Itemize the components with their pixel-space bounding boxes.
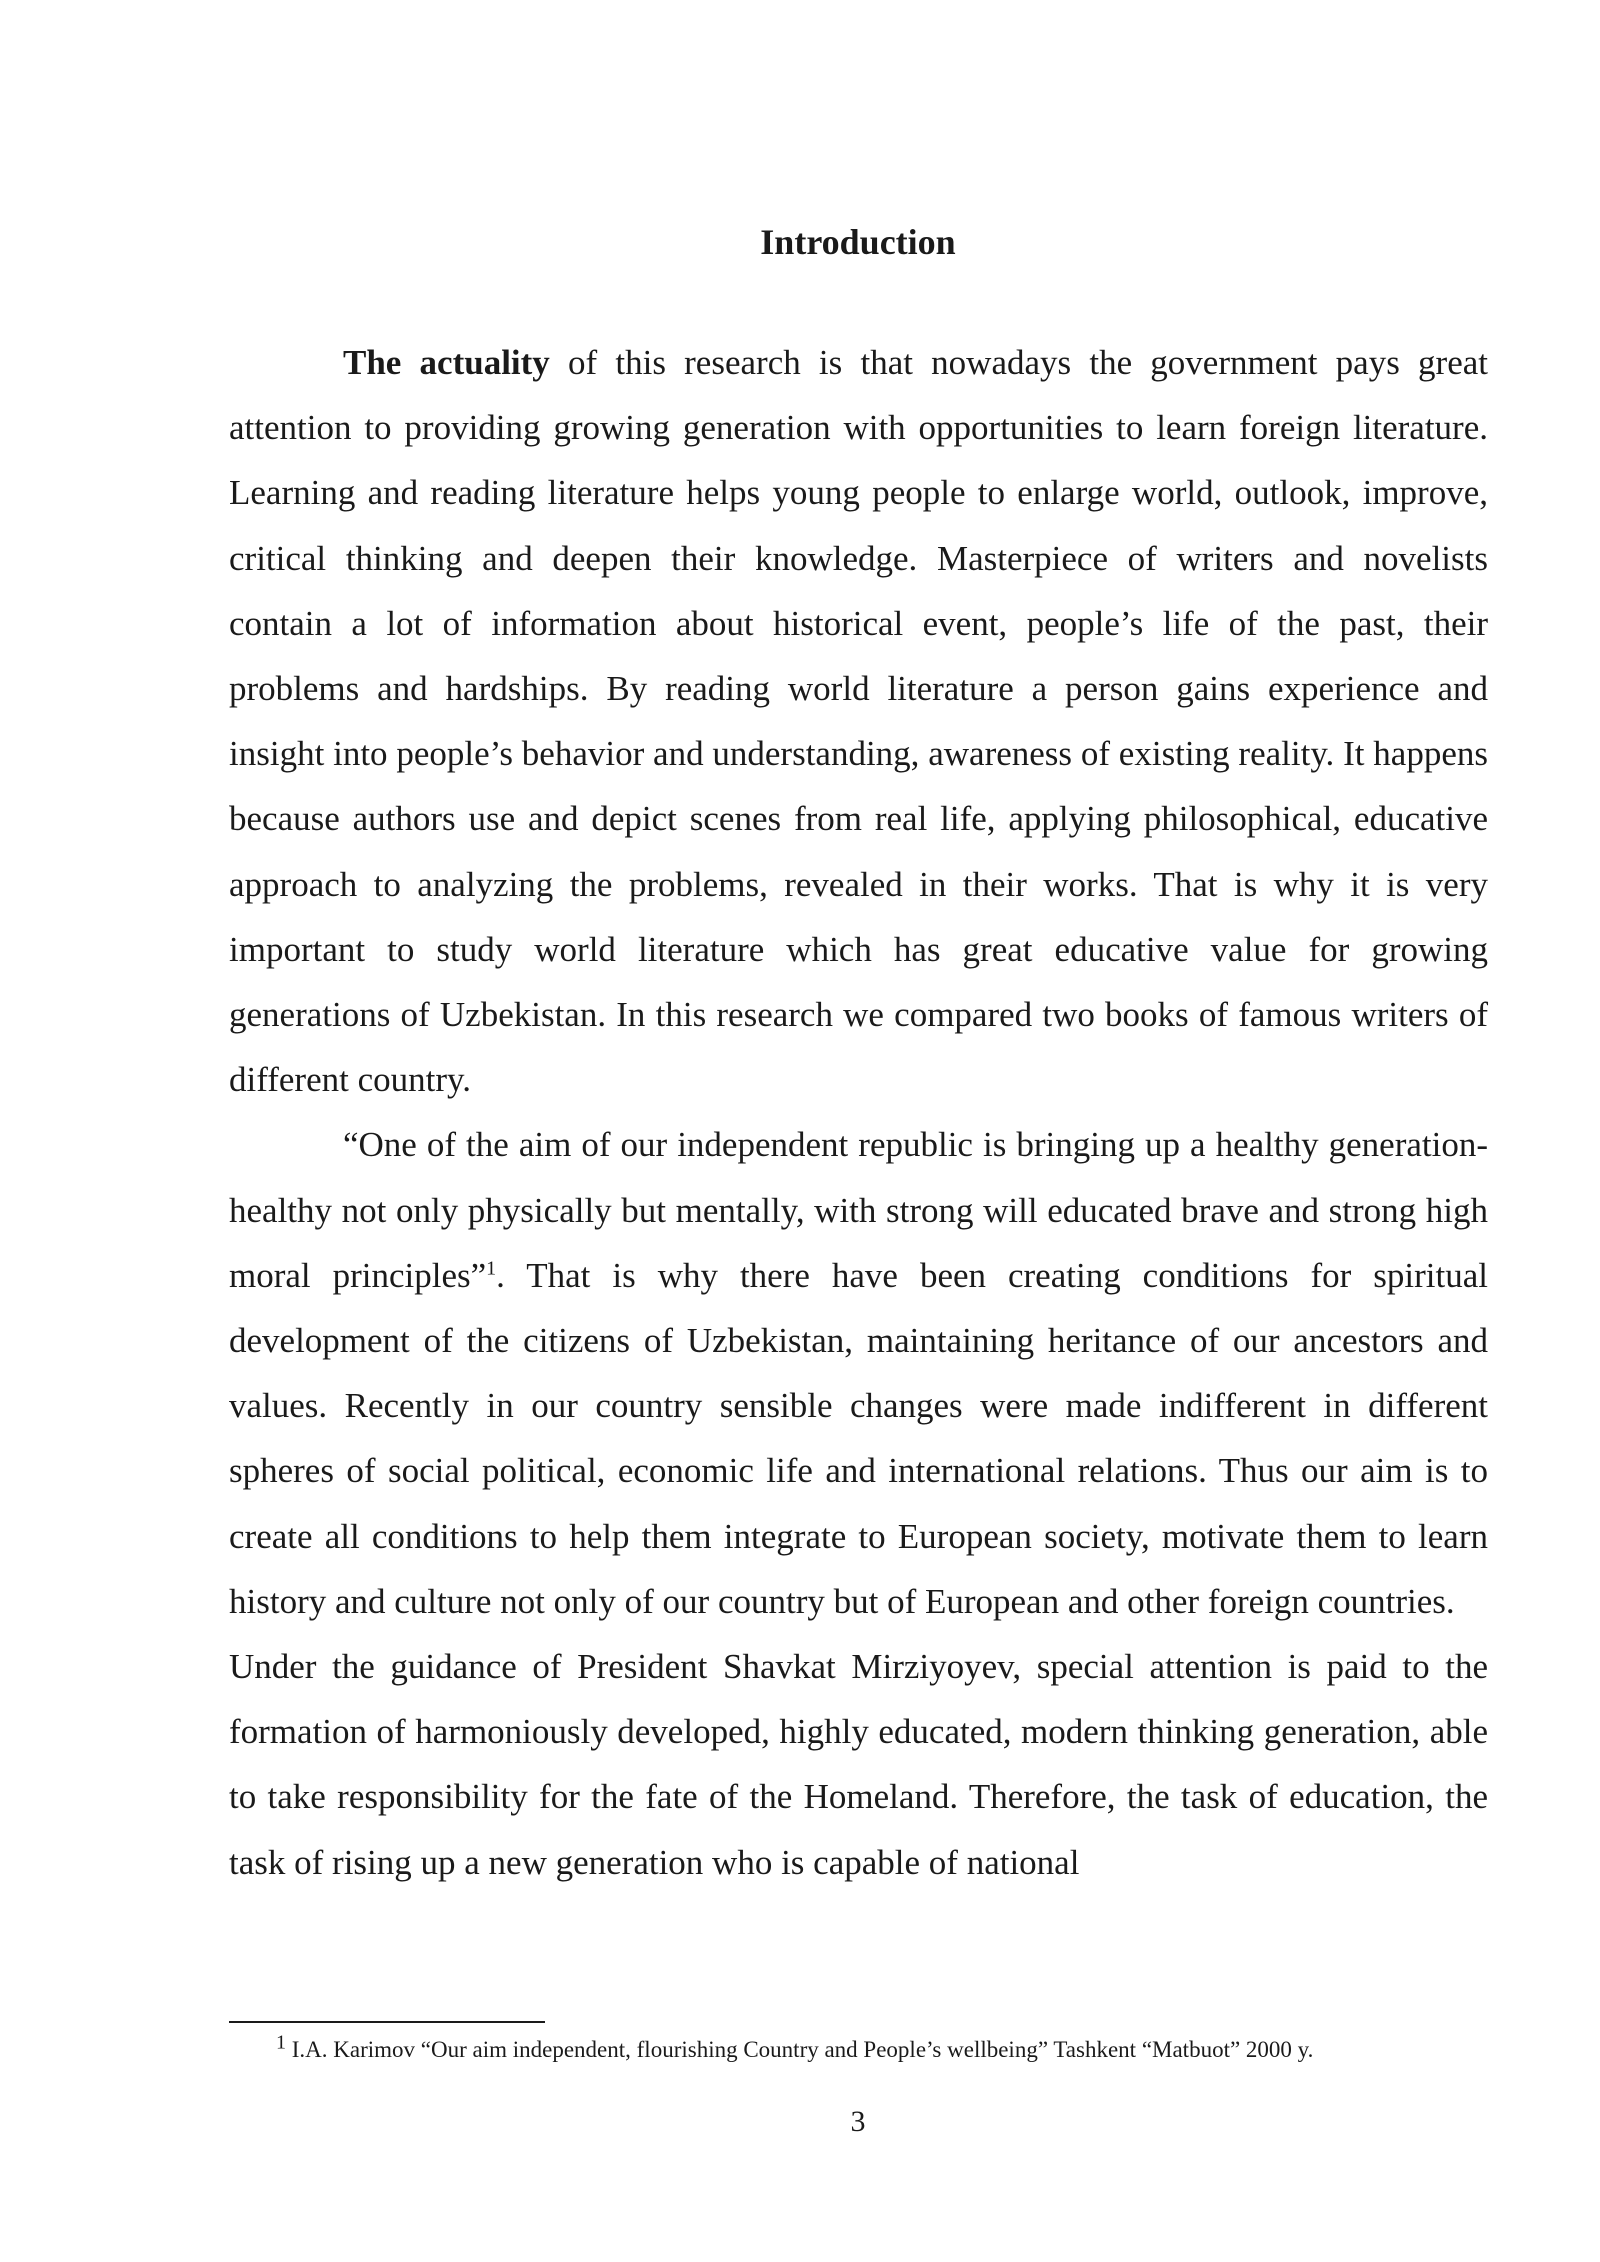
paragraph-text: of this research is that nowadays the government pays great attention to providing growing generation with opportunities to learn foreign literature. Learning and reading literature helps young people to enlarge world, outlook, improve, critical thinking and deepen their knowledge. Masterpiece of writers and novelists contain a lot of information about historical event, people’s life of the past, their problems and hardships. By reading world literature a person gains experience and insight into people’s behavior and understanding, awareness of existing reality. It happens because authors use and depict scenes from real life, applying philosophical, educative approach to analyzing the problems, revealed in their works. That is why it is very important to study world literature which has great educative value for growing generations of Uzbekistan. In this research we compared two books of famous writers of different country.: [229, 343, 1488, 1100]
body-text: [229, 330, 1488, 1895]
footnote: [276, 2031, 1476, 2066]
footnote-text: I.A. Karimov “Our aim independent, flourishing Country and People’s wellbeing” Tashkent “Matbuot” 2000 y.: [286, 2037, 1314, 2062]
paragraph-quote: [229, 1112, 1488, 1634]
footnote-divider: [229, 2021, 545, 2023]
paragraph-lead: The actuality: [343, 343, 550, 382]
footnote-marker: 1: [276, 2031, 286, 2054]
page-title: Introduction: [760, 222, 956, 262]
page-number: 3: [850, 2105, 866, 2138]
quotation: “One of the aim of our independent republic is bringing up a healthy generation- healthy not only physically but mentally, with strong will educated brave and strong high moral principles”: [229, 1125, 1488, 1295]
paragraph-guidance: [229, 1634, 1488, 1895]
paragraph-text: Under the guidance of President Shavkat Mirziyoyev, special attention is paid to the formation of harmoniously developed, highly educated, modern thinking generation, able to take responsibility for the fate of the Homeland. Therefore, the task of education, the task of rising up a new generation who is capable of national: [229, 1647, 1488, 1882]
footnote-reference[interactable]: 1: [486, 1257, 497, 1280]
paragraph-actuality: [229, 330, 1488, 1112]
paragraph-text: . That is why there have been creating conditions for spiritual development of the citizens of Uzbekistan, maintaining heritance of our ancestors and values. Recently in our country sensible changes were made indifferent in different spheres of social political, economic life and international relations. Thus our aim is to create all conditions to help them integrate to European society, motivate them to learn history and culture not only of our country but of European and other foreign countries.: [229, 1255, 1488, 1621]
